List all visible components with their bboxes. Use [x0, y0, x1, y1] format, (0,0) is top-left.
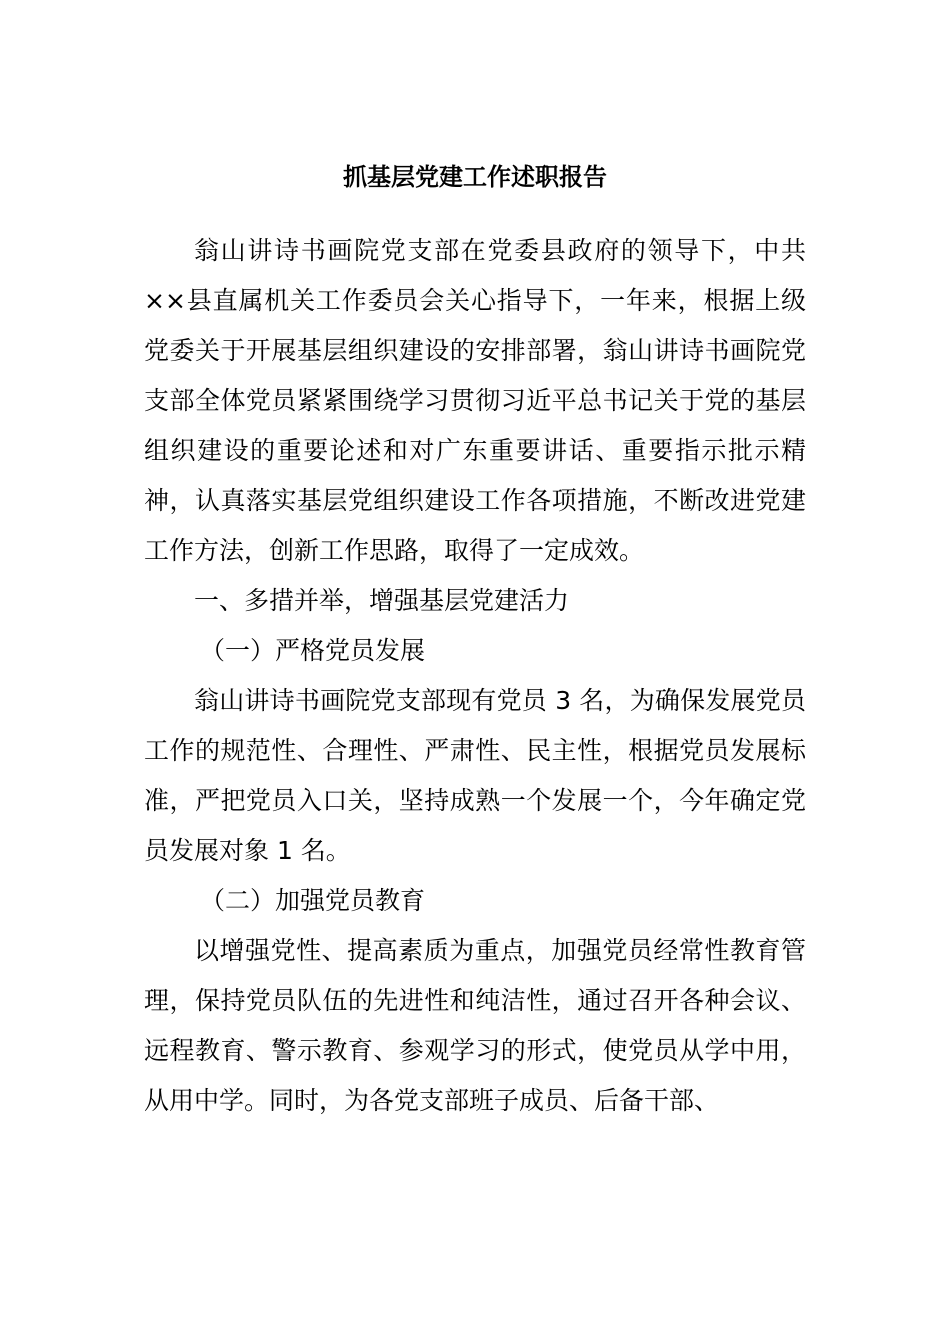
body-paragraph-2: 以增强党性、提高素质为重点，加强党员经常性教育管理，保持党员队伍的先进性和纯洁性，通过召开各种会议、远程教育、警示教育、参观学习的形式，使党员从学中用，从用中学。同时，为各党支部班子成员、后备干部、: [144, 936, 806, 1115]
document-title: 抓基层党建工作述职报告: [343, 162, 607, 191]
section-heading-1: 一、多措并举，增强基层党建活力: [194, 586, 570, 615]
subsection-heading-2: （二）加强党员教育: [200, 886, 426, 915]
body-paragraph-1: 翁山讲诗书画院党支部现有党员 3 名，为确保发展党员工作的规范性、合理性、严肃性、民主性，根据党员发展标准，严把党员入口关，坚持成熟一个发展一个，今年确定党员发展对象 1 名。: [144, 686, 806, 865]
subsection-heading-1: （一）严格党员发展: [200, 636, 426, 665]
intro-paragraph: 翁山讲诗书画院党支部在党委县政府的领导下，中共××县直属机关工作委员会关心指导下，一年来，根据上级党委关于开展基层组织建设的安排部署，翁山讲诗书画院党支部全体党员紧紧围绕学习贯彻习近平总书记关于党的基层组织建设的重要论述和对广东重要讲话、重要指示批示精神，认真落实基层党组织建设工作各项措施，不断改进党建工作方法，创新工作思路，取得了一定成效。: [144, 236, 806, 565]
document-body: [144, 226, 806, 1126]
